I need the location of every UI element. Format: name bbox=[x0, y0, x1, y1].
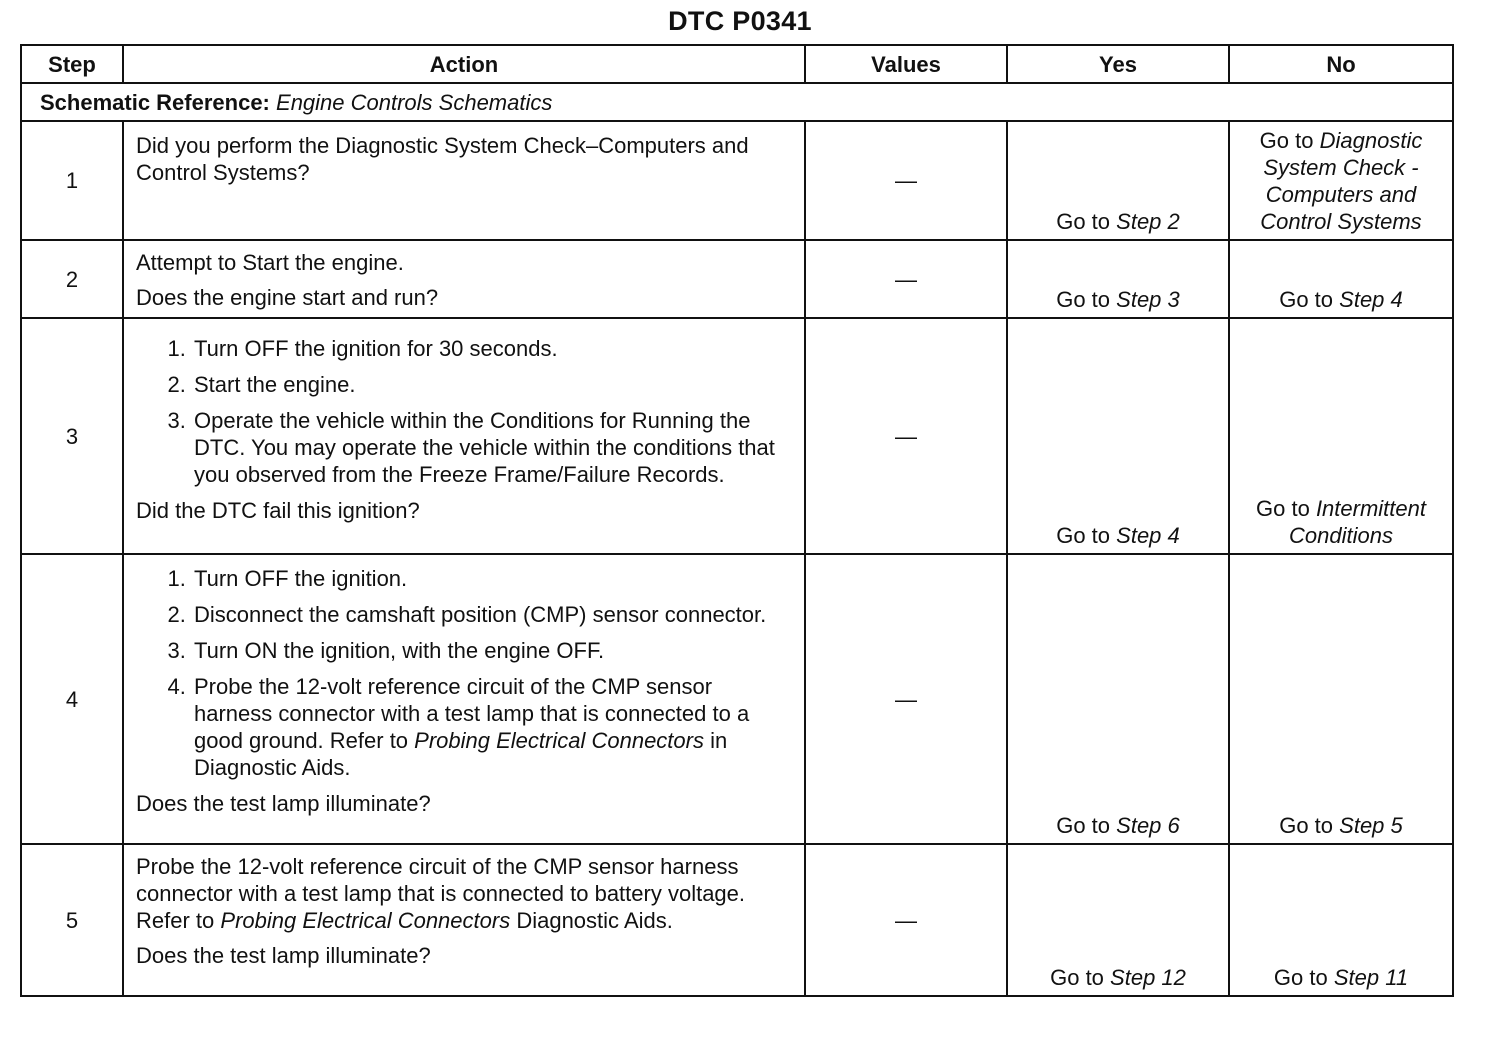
no-goto-target[interactable]: Step 4 bbox=[1339, 287, 1403, 312]
yes-goto-label: Go to bbox=[1056, 209, 1111, 234]
no-cell[interactable] bbox=[1229, 121, 1453, 240]
values-dash: — bbox=[895, 423, 917, 449]
table-row bbox=[21, 554, 1453, 844]
action-question: Does the test lamp illuminate? bbox=[136, 791, 431, 816]
schematic-row bbox=[21, 83, 1453, 121]
yes-goto-target[interactable]: Step 2 bbox=[1116, 209, 1180, 234]
values-cell bbox=[805, 844, 1007, 996]
schematic-link[interactable]: Engine Controls Schematics bbox=[276, 89, 553, 115]
yes-cell[interactable] bbox=[1007, 240, 1229, 318]
yes-cell[interactable] bbox=[1007, 554, 1229, 844]
step-number: 1 bbox=[21, 121, 123, 240]
no-goto-label: Go to bbox=[1259, 128, 1314, 153]
header-action: Action bbox=[123, 45, 805, 83]
action-question: Does the test lamp illuminate? bbox=[136, 943, 431, 968]
yes-cell[interactable] bbox=[1007, 844, 1229, 996]
action-question: Did the DTC fail this ignition? bbox=[136, 498, 420, 523]
no-cell[interactable] bbox=[1229, 844, 1453, 996]
list-item: 1. Turn OFF the ignition. bbox=[192, 565, 792, 592]
header-yes: Yes bbox=[1007, 45, 1229, 83]
values-cell bbox=[805, 554, 1007, 844]
yes-goto-label: Go to bbox=[1056, 813, 1111, 838]
header-values: Values bbox=[805, 45, 1007, 83]
no-goto-target[interactable]: Step 11 bbox=[1333, 965, 1409, 990]
no-cell[interactable] bbox=[1229, 240, 1453, 318]
step-number: 4 bbox=[21, 554, 123, 844]
list-item: 2. Start the engine. bbox=[192, 371, 792, 398]
yes-goto-label: Go to bbox=[1050, 965, 1104, 990]
step-number: 3 bbox=[21, 318, 123, 554]
list-item: 3. Operate the vehicle within the Conditions for Running the DTC. You may operate the vehicle within the conditions that you observed from the Freeze Frame/Failure Records. bbox=[192, 407, 792, 488]
reference-link[interactable]: Probing Electrical Connectors bbox=[220, 908, 511, 933]
yes-goto-label: Go to bbox=[1056, 523, 1111, 548]
yes-goto-target[interactable]: Step 3 bbox=[1116, 287, 1180, 312]
list-item: 3. Turn ON the ignition, with the engine OFF. bbox=[192, 637, 792, 664]
action-list bbox=[136, 335, 792, 488]
action-text-post: Diagnostic Aids. bbox=[516, 908, 673, 933]
no-cell[interactable] bbox=[1229, 554, 1453, 844]
schematic-reference bbox=[21, 83, 1453, 121]
values-dash: — bbox=[895, 686, 917, 712]
no-goto-label: Go to bbox=[1273, 965, 1328, 990]
table-row bbox=[21, 240, 1453, 318]
action-cell bbox=[123, 240, 805, 318]
action-cell bbox=[123, 121, 805, 240]
action-cell bbox=[123, 844, 805, 996]
no-goto-label: Go to bbox=[1279, 287, 1334, 312]
action-text: Attempt to Start the engine. bbox=[136, 250, 404, 275]
values-cell bbox=[805, 240, 1007, 318]
yes-cell[interactable] bbox=[1007, 318, 1229, 554]
list-item-text: in Diagnostic Aids. bbox=[194, 728, 728, 780]
table-row bbox=[21, 318, 1453, 554]
yes-goto-label: Go to bbox=[1056, 287, 1111, 312]
table-row bbox=[21, 844, 1453, 996]
no-cell[interactable] bbox=[1229, 318, 1453, 554]
list-item bbox=[192, 673, 792, 781]
yes-cell[interactable] bbox=[1007, 121, 1229, 240]
list-item: 1. Turn OFF the ignition for 30 seconds. bbox=[192, 335, 792, 362]
diagnostic-table bbox=[20, 44, 1454, 997]
values-cell bbox=[805, 121, 1007, 240]
yes-goto-target[interactable]: Step 6 bbox=[1116, 813, 1180, 838]
values-dash: — bbox=[895, 266, 917, 292]
action-cell bbox=[123, 554, 805, 844]
table-row bbox=[21, 121, 1453, 240]
header-row bbox=[21, 45, 1453, 83]
page-title: DTC P0341 bbox=[668, 6, 812, 36]
action-text: Did you perform the Diagnostic System Check–Computers and Control Systems? bbox=[136, 133, 749, 185]
no-goto-target[interactable]: Diagnostic System Check - Computers and Control Systems bbox=[1260, 128, 1423, 234]
list-item: 2. Disconnect the camshaft position (CMP) sensor connector. bbox=[192, 601, 792, 628]
no-goto-target[interactable]: Step 5 bbox=[1339, 813, 1403, 838]
yes-goto-target[interactable]: Step 12 bbox=[1110, 965, 1186, 990]
no-goto-label: Go to bbox=[1279, 813, 1334, 838]
step-number: 2 bbox=[21, 240, 123, 318]
no-goto-target[interactable]: Intermittent Conditions bbox=[1289, 496, 1426, 548]
action-cell bbox=[123, 318, 805, 554]
no-goto-label: Go to bbox=[1256, 496, 1310, 521]
values-cell bbox=[805, 318, 1007, 554]
reference-link[interactable]: Probing Electrical Connectors bbox=[414, 728, 704, 753]
list-item-text: Probe the 12-volt reference circuit of the CMP sensor harness connector with a test lamp that is connected to a good ground. Refer to bbox=[194, 674, 750, 753]
action-text-pre: Probe the 12-volt reference circuit of the CMP sensor harness connector with a test lamp that is connected to battery voltage. Refer to bbox=[136, 854, 746, 933]
schematic-label: Schematic Reference: bbox=[40, 89, 270, 115]
action-question: Does the engine start and run? bbox=[136, 285, 439, 310]
yes-goto-target[interactable]: Step 4 bbox=[1116, 523, 1180, 548]
header-step: Step bbox=[21, 45, 123, 83]
action-text bbox=[136, 853, 792, 934]
values-dash: — bbox=[895, 907, 917, 933]
action-list bbox=[136, 565, 792, 781]
step-number: 5 bbox=[21, 844, 123, 996]
header-no: No bbox=[1229, 45, 1453, 83]
values-dash: — bbox=[895, 168, 917, 193]
